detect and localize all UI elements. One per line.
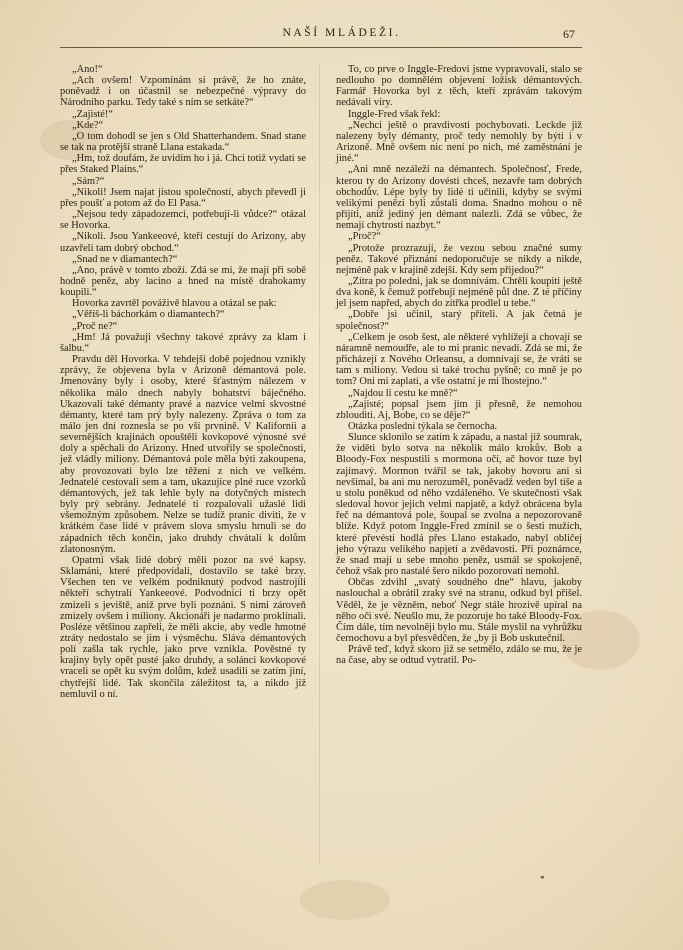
paragraph: „Najdou li cestu ke mně?“ [348, 387, 458, 399]
paragraph: To, co prve o Inggle-Fredovi jsme vypravovali, stalo se nedlouho po domnělém objevení ložisk démantových. Farmář Hovorka byl z těch, kteří zprávám takovým nedávali víry. [336, 64, 582, 109]
paragraph: „Hm! Já považuji všechny takové zprávy za klam i šalbu.“ [60, 331, 306, 354]
paragraph: Hovorka zavrtěl pováživě hlavou a otázal se pak: [72, 298, 277, 310]
paragraph: Slunce sklonilo se zatím k západu, a nastal již soumrak, že viděti bylo sotva na několik málo krokův. Bob a Bloody-Fox nespustili s mormona očí, ač hovor tuze byl zajímavý. Mormon tvářil se tak, jakoby hovoru ani si nevšímal, ba ani mu nerozuměl, poněvadž veden byl tiše a u stolu poněkud od něho vzdáleného. Ve skutečnosti však sledoval hovor jejich velmi napjatě, a když obrácena byla řeč na démantová pole, šoupal se zvolna a nepozorovaně blíže. Když potom Inggle-Fred zmínil se o šesti mužích, které převésti hodlá přes Llano estakado, nabyl obličej jeho výrazu velikého napjetí a zvědavosti. Při poznámce, že snad mají u sebe mnoho peněz, usmál se spokojeně, čehož však pro nastalé šero nikdo pozorovati nemohl. [336, 432, 582, 578]
paragraph: „Ani mně nezáleží na démantech. Společnosť, Frede, kterou ty do Arizony dovésti chceš, nezavře tam dobrých obchodův. Lépe byly by lidé ti učinili, kdyby se svými velikými penězi byli zůstali doma. Snadno mohou o ně přijíti, aniž jediný jen démant nalezli. Zdá se vůbec, že nemají chytrosti nazbyt.“ [336, 164, 582, 232]
paragraph: „Zajisté!“ [72, 108, 113, 120]
paragraph: Opatrní však lidé dobrý měli pozor na své kapsy. Sklamáni, které předpovídali, dostavilo se také brzy. Všechen ten ve velkém podniknutý podvod nastrojili někteří schytralí Yankeeové. Podvodníci ti brzy opět zmizeli s jeviště, aniž prve byli poznáni. S nimi zároveň zmizely ovšem i miliony. Akcionáři je nadarmo proklínali. Posléze většinou zapřeli, že měli akcie, aby vedle hmotné ztráty nedostalo se jim i výsměchu. Sláva démantových polí zašla tak rychle, jako prve vznikla. Pověstné ty krajiny byly opět pusté jako druhdy, a solánci kovkopové vraceli se opět ku svým dolům, kdež usadili se zatím jiní, chytřejší lidé. Tak skončila záležitost ta, a nikdo již nemluvil o ní. [60, 554, 306, 700]
paragraph: „Ano, právě v tomto zboží. Zdá se mi, že mají při sobě hodně peněz, aby lacino a hned na místě drahokamy koupili.“ [60, 264, 306, 299]
paragraph: Pravdu děl Hovorka. V tehdejší době pojednou vznikly zprávy, že objevena byla v Arizoně démantová pole. Jmenovány byly i osoby, které šťastným nálezem v několika málo dnech nabyly bohatství báječného. Ukazovali také démanty pravé a nazvíce velmi skvostné démanty, které tam prý byly nalezeny. Zpráva o tom za málo jen dní roznesla se po vší prvnině. V Kalifornii a severnějších krajinách opouštěli kovkopové výnosné své doly a spěchali do Arizony. Hned utvořily se společnosti, jež vládly miliony. Démantová pole měla býti zakoupena, aby provozovati bylo lze těžení z nich ve velkém. Jednatelé cestovali sem a tam, ukazujíce plné ruce vzorků démantových, jež tak lehle byly na dotyčných místech byly prý sebrány. Jednatelé ti rozpalovali užaslé lidi všemožným způsobem. Nelze se tudíž pranic diviti, že v krátkém čase lidé v právem slova smyslu hrnuli se do západních těch končin, jako druhdy chvátali k dolům zlatonosným. [60, 354, 306, 555]
header-rule [60, 47, 582, 48]
page-header [0, 25, 683, 45]
paragraph: „Zítra po poledni, jak se domnívám. Chtěli koupiti ještě dva koně, k čemuž potřebují nejméně půl dne. Z té příčiny jel jsem napřed, abych do zítřka prodlel u tebe.“ [336, 275, 582, 310]
paragraph: „Zajisté; popsal jsem jim ji přesně, že nemohou zblouditi. Aj, Bobe, co se děje?“ [336, 398, 582, 421]
paragraph: Právě teď, když skoro již se setmělo, zdálo se mu, že je na čase, aby se odtud vytratil. Po- [336, 644, 582, 667]
running-title: NAŠÍ MLÁDEŽI. [282, 27, 401, 39]
paragraph: „Celkem je osob šest, ale některé vyhlížejí a chovají se náramně nemoudře, ale to mi pranic nevadí. Zdá se mi, že přicházejí z Nového Orleansu, a domnívají se, že vrátí se tam s miliony. Vedou si také trochu pyšně; co mně je po tom? Oni mi zaplatí, a vše ostatní je mi lhostejno.“ [336, 331, 582, 388]
paragraph: „Proč?“ [348, 231, 381, 243]
paragraph: „Sám?“ [72, 175, 105, 187]
right-text-column [336, 64, 582, 666]
paragraph: „O tom dohodl se jen s Old Shatterhandem. Snad stane se tak na protější straně Llana estakada.“ [60, 130, 306, 154]
page-number: 67 [563, 27, 575, 41]
paragraph: „Proč ne?“ [72, 320, 118, 332]
paragraph: „Snad ne v diamantech?“ [72, 253, 178, 265]
paragraph: Inggle-Fred však řekl: [348, 108, 441, 120]
paragraph: „Ach ovšem! Vzpomínám si právě, že ho znáte, poněvadž i on účastnil se nebezpečné výpravy do Národního parku. Tedy také s ním se setkáte?“ [60, 75, 306, 109]
left-text-column [60, 64, 306, 700]
paragraph: „Hm, tož doufám, že uvidím ho i já. Chci totiž vydati se přes Staked Plains.“ [60, 153, 306, 176]
paragraph: „Nechci ještě o pravdivosti pochybovati. Leckde již nalezeny byly démanty, proč tedy nemohly by býti i v Arizoně. Mně ovšem nic není po nich, mé zaměstnání je jiné.“ [336, 119, 582, 165]
column-gutter [319, 64, 320, 864]
paragraph: Otázka poslední týkala se černocha. [348, 421, 498, 432]
paragraph: Občas zdvihl „svatý soudného dne“ hlavu, jakoby naslouchal a obrátil zraky své na stranu, odkud byl přišel. Věděl, že je vězněm, neboť Negr stále hrozivě upíral na něho oči své. Neušlo mu, že pozoruje ho také Bloody-Fox. Čím dále, tím nevolněji bylo mu. Stále myslil na vyhrůžku černochovu a byl přesvědčen, že „by ji Bob uskutečnil. [336, 577, 582, 644]
paragraph: „Ano!“ [72, 64, 103, 75]
signature-mark: * [540, 874, 545, 884]
paragraph: „Dobře jsi učinil, starý příteli. A jak četná je společnost?“ [336, 309, 582, 332]
paragraph: „Věříš-li báchorkám o diamantech?“ [72, 309, 225, 321]
paragraph: „Protože prozrazují, že vezou sebou značné sumy peněz. Takové přiznání nedoporučuje se nikdy a nikde, nejméně pak v krajině zdejší. Kdy sem přijedou?“ [336, 242, 582, 276]
paragraph: „Nejsou tedy západozemci, potřebují-li vůdce?“ otázal se Hovorka. [60, 209, 306, 232]
paragraph: „Nikoli. Jsou Yankeeové, kteří cestují do Arizony, aby uzavřeli tam dobrý obchod.“ [60, 231, 306, 254]
paragraph: „Kde?“ [72, 119, 104, 131]
paragraph: „Nikoli! Jsem najat jistou společností, abych převedl ji přes poušť a potom až do El Pasa.“ [60, 186, 306, 209]
